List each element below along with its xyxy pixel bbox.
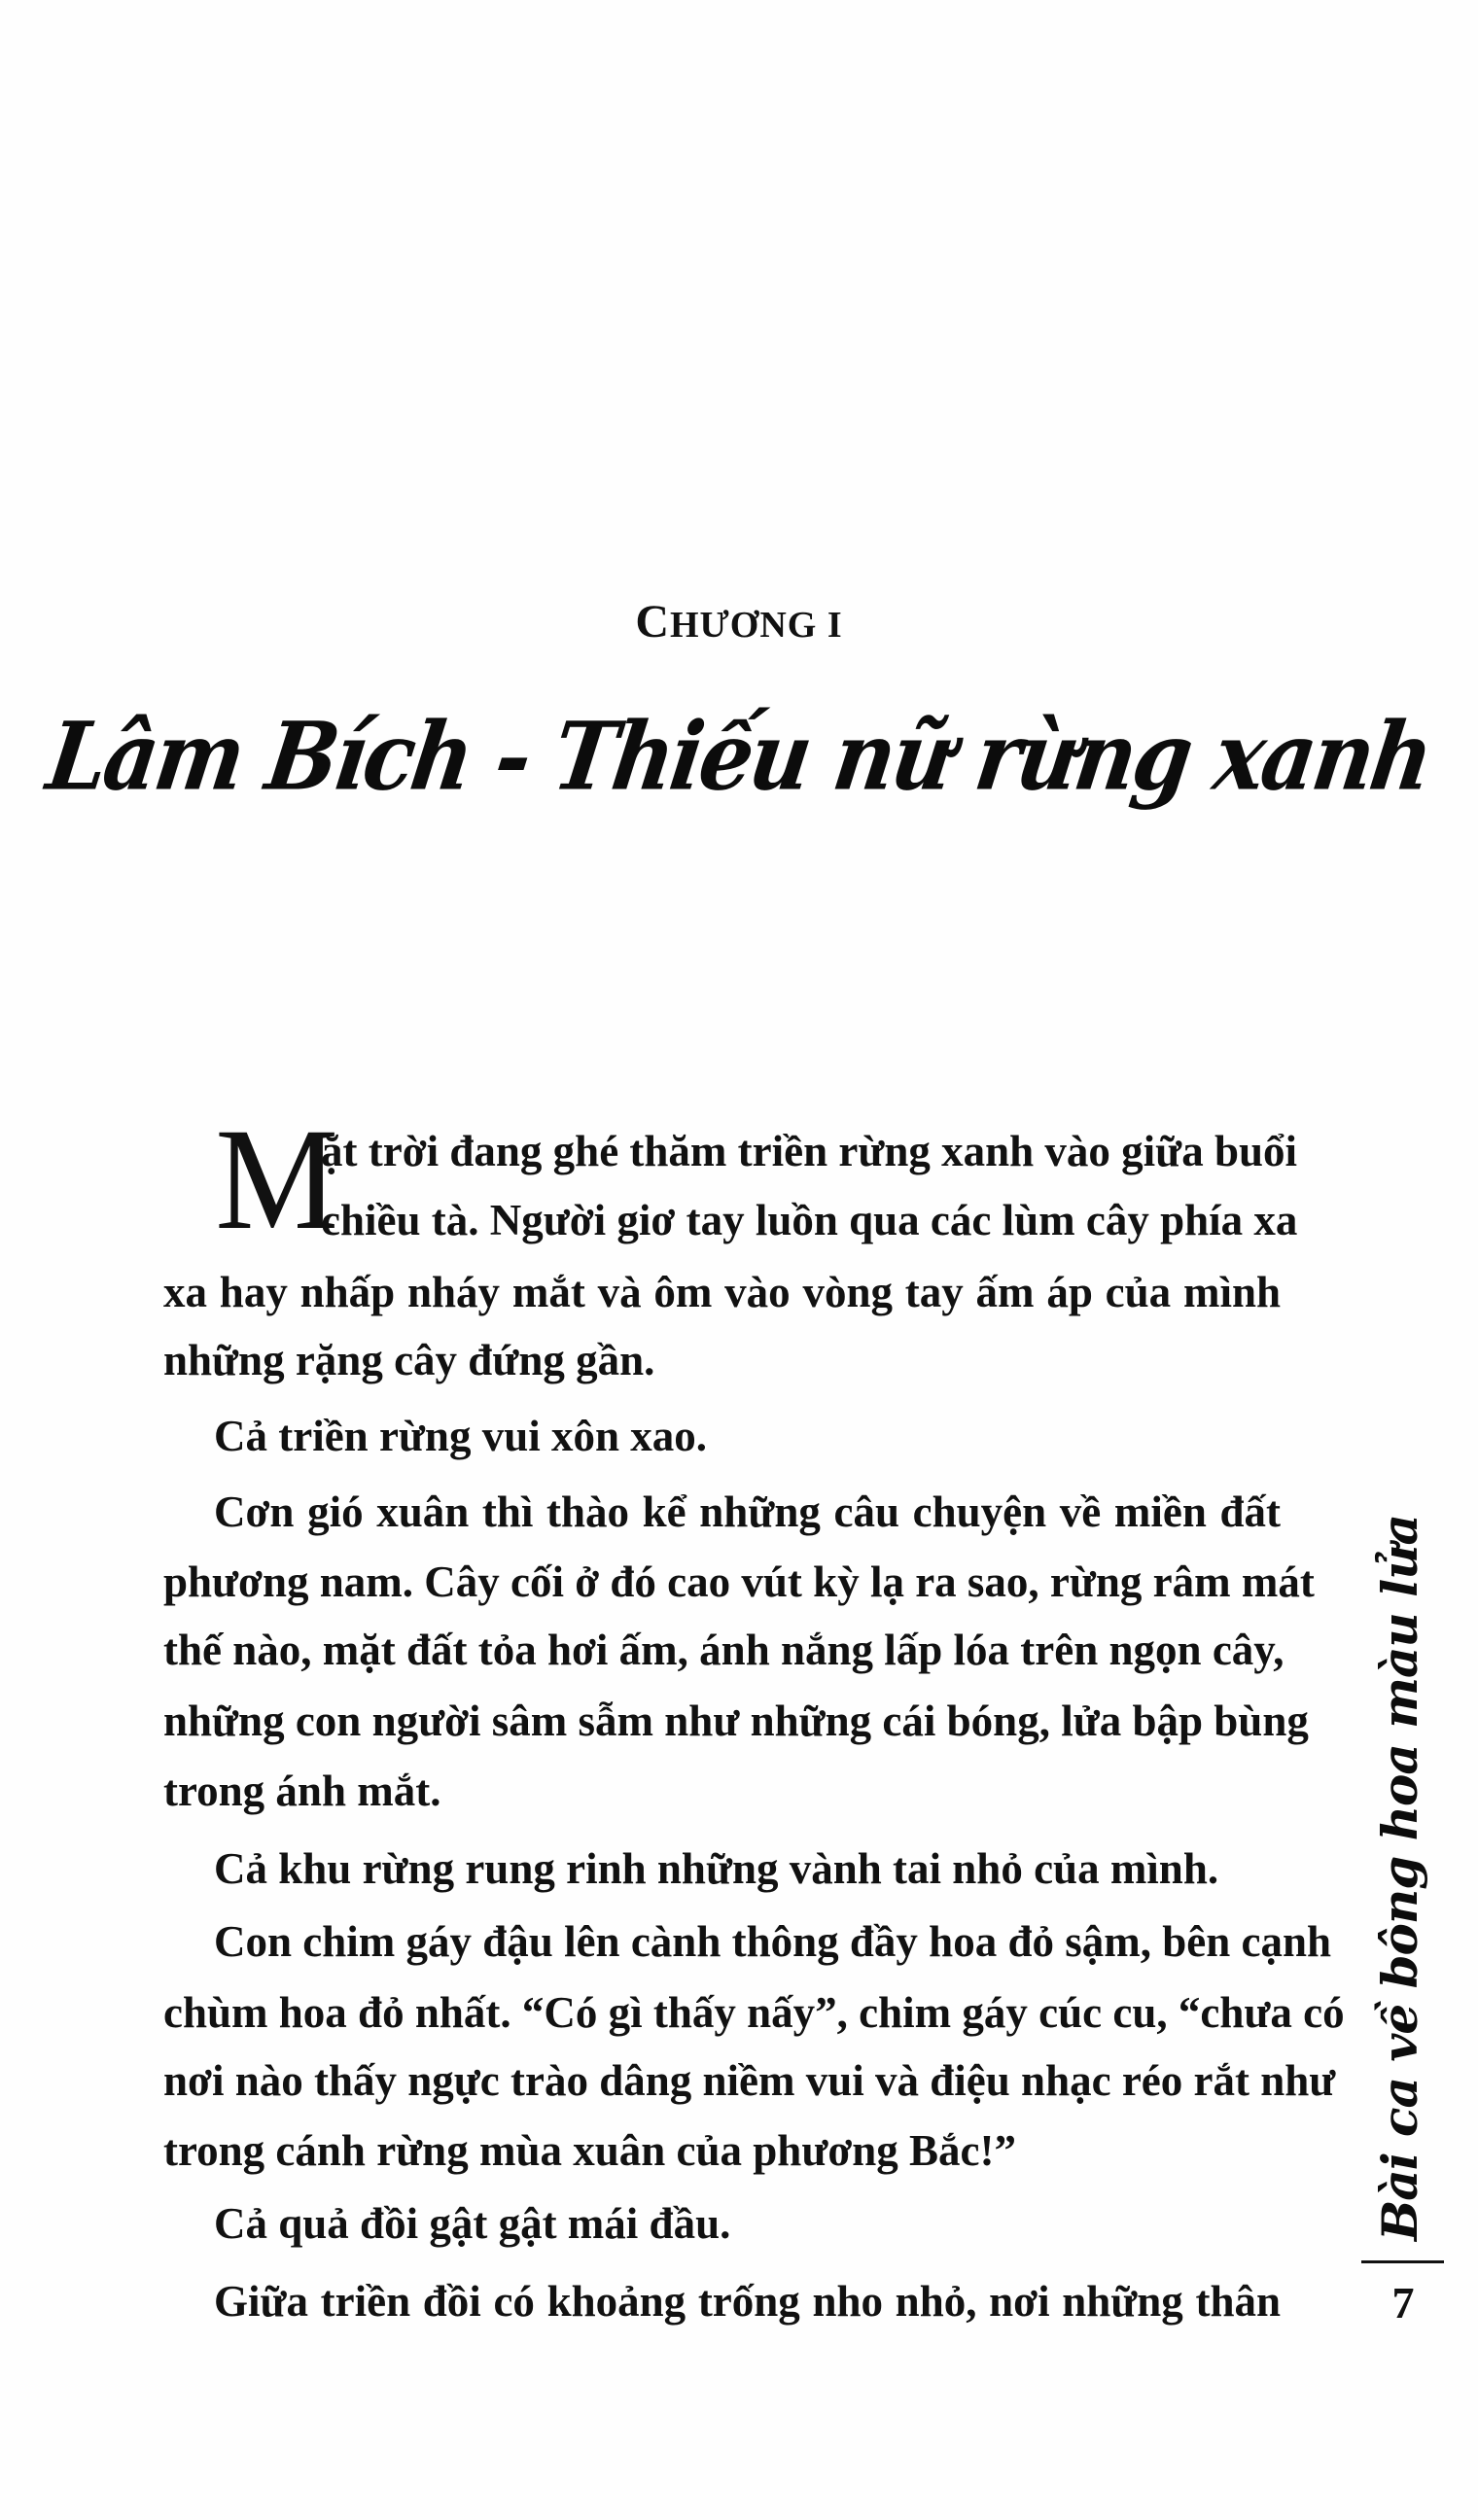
body-line: Cả quả đồi gật gật mái đầu.	[214, 2199, 731, 2248]
body-line: phương nam. Cây cối ở đó cao vút kỳ lạ ra sao, rừng râm mát	[163, 1558, 1315, 1606]
body-line: Con chim gáy đậu lên cành thông đầy hoa đỏ sậm, bên cạnh	[214, 1917, 1332, 1966]
body-line: những rặng cây đứng gần.	[163, 1336, 655, 1384]
body-line: Cơn gió xuân thì thào kể những câu chuyện về miền đất	[214, 1488, 1281, 1536]
body-line: trong cánh rừng mùa xuân của phương Bắc!”	[163, 2126, 1016, 2175]
drop-cap: M	[215, 1099, 339, 1260]
body-line: Giữa triền đồi có khoảng trống nho nhỏ, nơi những thân	[214, 2277, 1281, 2326]
body-line: chùm hoa đỏ nhất. “Có gì thấy nấy”, chim gáy cúc cu, “chưa có	[163, 1988, 1345, 2037]
chapter-subtitle: Lâm Bích - Thiếu nữ rừng xanh	[41, 701, 1437, 813]
body-line: Cả khu rừng rung rinh những vành tai nhỏ của mình.	[214, 1844, 1219, 1893]
body-line: trong ánh mắt.	[163, 1767, 441, 1815]
body-line: những con người sâm sẫm như những cái bóng, lửa bập bùng	[163, 1697, 1309, 1745]
body-line: ặt trời đang ghé thăm triền rừng xanh vào giữa buổi	[321, 1127, 1297, 1175]
body-line: thế nào, mặt đất tỏa hơi ấm, ánh nắng lấp lóa trên ngọn cây,	[163, 1626, 1284, 1674]
body-line: nơi nào thấy ngực trào dâng niềm vui và điệu nhạc réo rắt như	[163, 2056, 1336, 2105]
running-title: Bài ca về bông hoa màu lửa	[1371, 1515, 1428, 2241]
body-line: Cả triền rừng vui xôn xao.	[214, 1412, 708, 1460]
body-line: xa hay nhấp nháy mắt và ôm vào vòng tay ấm áp của mình	[163, 1268, 1281, 1316]
chapter-heading-initial: C	[635, 596, 670, 648]
chapter-heading-rest: HƯƠNG I	[670, 605, 843, 646]
chapter-heading	[0, 595, 1478, 648]
folio-divider	[1361, 2260, 1444, 2263]
body-line: chiều tà. Người giơ tay luồn qua các lùm cây phía xa	[321, 1196, 1298, 1244]
page-number: 7	[1391, 2278, 1415, 2328]
